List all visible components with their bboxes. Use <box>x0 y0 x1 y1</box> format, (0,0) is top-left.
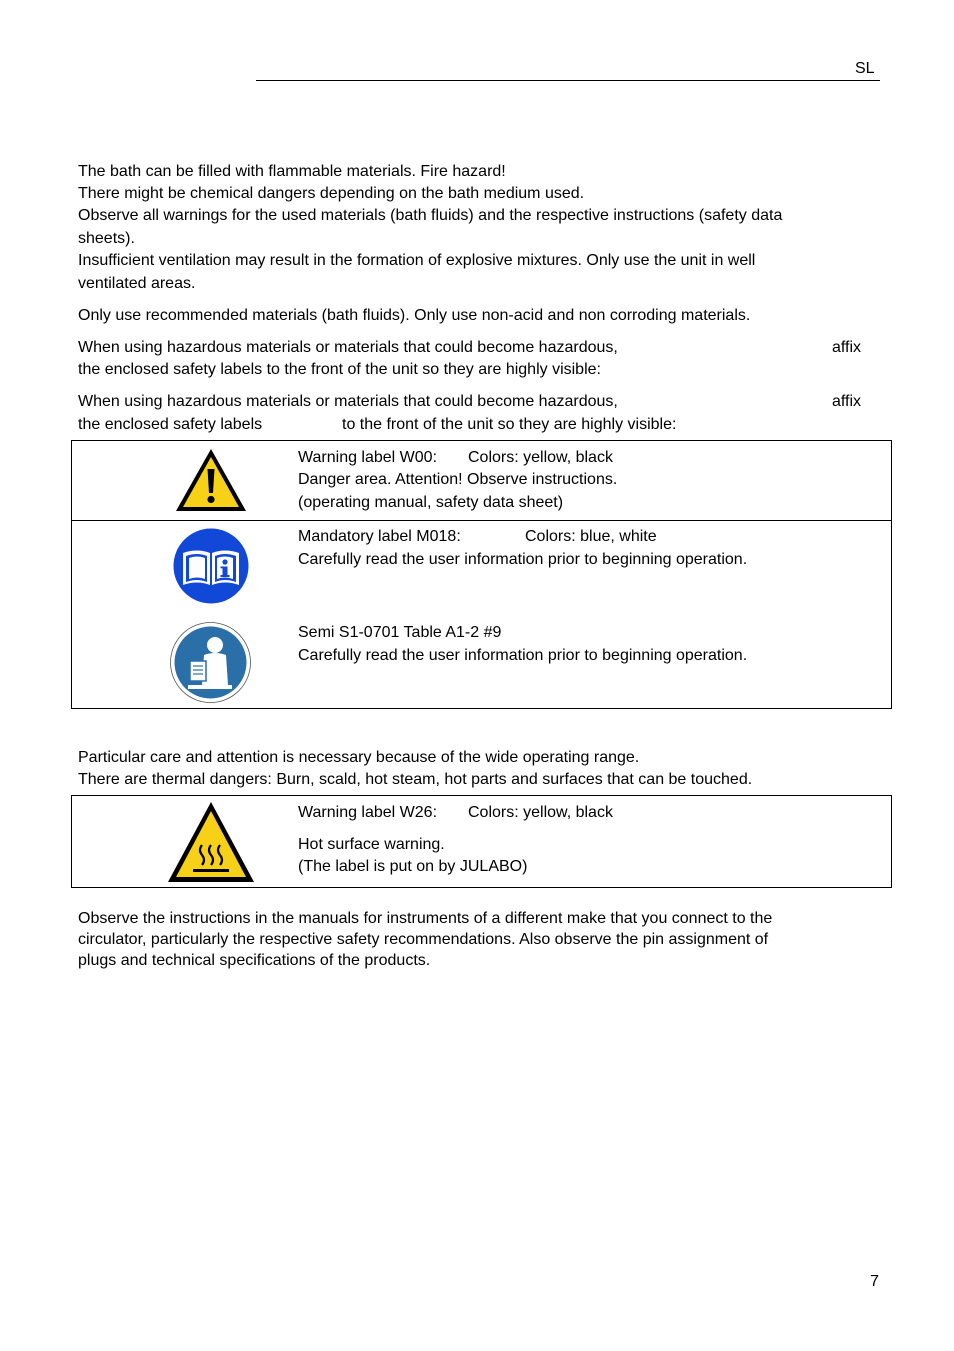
warning-exclamation-icon <box>174 447 248 513</box>
read-manual-icon <box>173 527 249 605</box>
header-rule <box>256 80 880 81</box>
w26-line3: (The label is put on by JULABO) <box>298 858 528 875</box>
m018-colors: Colors: blue, white <box>525 528 657 545</box>
affix1-line2: the enclosed safety labels to the front of the unit so they are highly visible: <box>78 361 601 378</box>
affix2-line1: When using hazardous materials or materials that could become hazardous, <box>78 393 618 410</box>
w00-line2: Danger area. Attention! Observe instructions. <box>298 471 618 488</box>
table-divider <box>72 520 891 521</box>
recommended-materials: Only use recommended materials (bath fluids). Only use non-acid and non corroding materials. <box>78 307 751 324</box>
intro-line-5: Insufficient ventilation may result in the formation of explosive mixtures. Only use the unit in well <box>78 252 756 269</box>
affix2-line2a: the enclosed safety labels <box>78 416 263 433</box>
w00-line3: (operating manual, safety data sheet) <box>298 494 564 511</box>
header-code: SL <box>855 60 875 77</box>
semi-title: Semi S1-0701 Table A1-2 #9 <box>298 624 502 641</box>
affix2-line2b: to the front of the unit so they are highly visible: <box>342 416 677 433</box>
w00-title: Warning label W00: <box>298 449 438 466</box>
hot-surface-table <box>71 795 892 888</box>
page-number: 7 <box>870 1273 879 1290</box>
m018-line2: Carefully read the user information prior to beginning operation. <box>298 551 748 568</box>
affix1-line1: When using hazardous materials or materials that could become hazardous, <box>78 339 618 356</box>
w26-line2: Hot surface warning. <box>298 836 445 853</box>
thermal-line-2: There are thermal dangers: Burn, scald, hot steam, hot parts and surfaces that can be touched. <box>78 771 753 788</box>
m018-title: Mandatory label M018: <box>298 528 461 545</box>
intro-line-3: Observe all warnings for the used materials (bath fluids) and the respective instructions (safety data <box>78 207 783 224</box>
intro-line-1: The bath can be filled with flammable materials. Fire hazard! <box>78 163 506 180</box>
w26-colors: Colors: yellow, black <box>468 804 613 821</box>
observe-line-3: plugs and technical specifications of the products. <box>78 952 431 969</box>
thermal-line-1: Particular care and attention is necessary because of the wide operating range. <box>78 749 640 766</box>
observe-line-2: circulator, particularly the respective safety recommendations. Also observe the pin assignment of <box>78 931 769 948</box>
semi-read-manual-icon <box>170 621 251 704</box>
w00-colors: Colors: yellow, black <box>468 449 613 466</box>
semi-line2: Carefully read the user information prior to beginning operation. <box>298 647 748 664</box>
intro-line-4: sheets). <box>78 230 135 247</box>
hot-surface-icon <box>166 800 256 884</box>
affix2-affix: affix <box>832 393 862 410</box>
safety-labels-table <box>71 440 892 709</box>
observe-line-1: Observe the instructions in the manuals for instruments of a different make that you connect to the <box>78 910 773 927</box>
w26-title: Warning label W26: <box>298 804 438 821</box>
affix1-affix: affix <box>832 339 862 356</box>
intro-line-6: ventilated areas. <box>78 275 196 292</box>
intro-line-2: There might be chemical dangers depending on the bath medium used. <box>78 185 585 202</box>
